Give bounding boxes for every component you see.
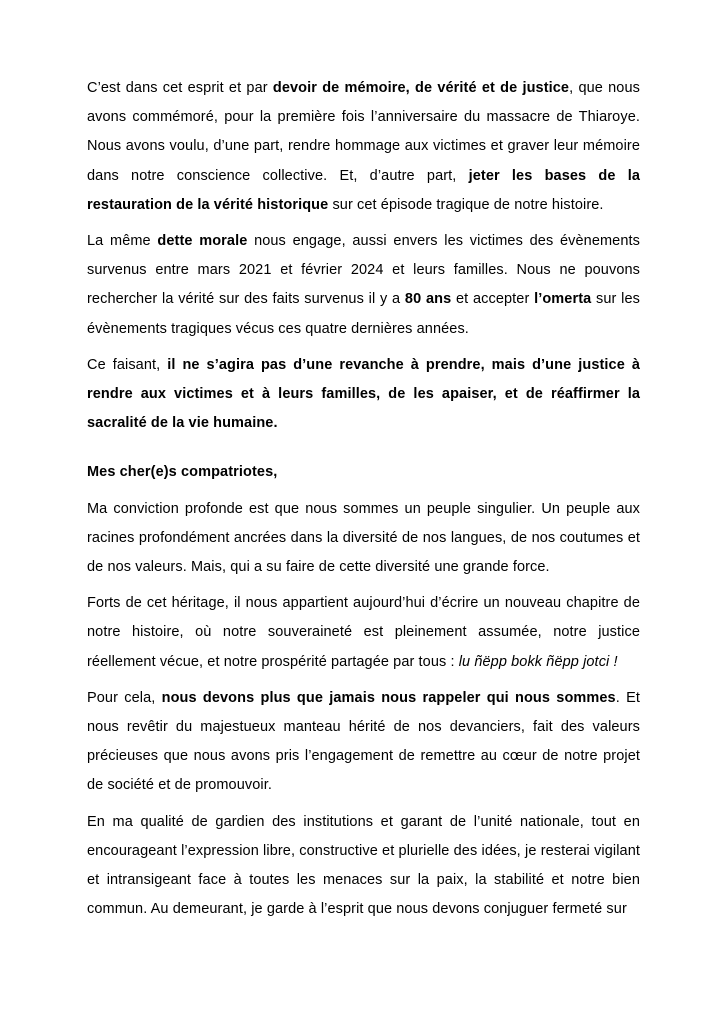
text-run-bold: dette morale	[157, 233, 248, 250]
text-run-regular: sur les évènements tragiques vécus ces quatre dernières années.	[87, 291, 640, 337]
text-run-regular: , que nous avons commémoré, pour la première fois l’anniversaire du massacre de Thiaroye. Nous avons voulu, d’une part, rendre hommage aux victimes et graver leur mémoire dans notre conscience collective. Et, d’autre part,	[87, 80, 640, 184]
text-run-regular: La même	[87, 233, 158, 250]
body-paragraph	[87, 589, 640, 677]
text-run-regular: nous engage, aussi envers les victimes des évènements survenus entre mars 2021 et février 2024 et leurs familles. Nous ne pouvons rechercher la vérité sur des faits survenus il y a	[87, 233, 640, 308]
body-paragraph	[87, 808, 640, 925]
salutation-heading	[87, 458, 640, 487]
body-paragraph	[87, 351, 640, 439]
text-run-regular: Forts de cet héritage, il nous appartient aujourd’hui d’écrire un nouveau chapitre de notre histoire, où notre souveraineté est pleinement assumée, notre justice réellement vécue, et notre prospérité partagée par tous :	[87, 595, 640, 670]
text-run-bold: 80 ans	[404, 291, 452, 308]
text-run-regular: Pour cela,	[87, 689, 162, 706]
text-run-bold: l’omerta	[534, 291, 592, 308]
text-run-regular: Ce faisant,	[87, 356, 168, 373]
text-run-bold: jeter les bases de la restauration de la vérité historique	[87, 167, 640, 213]
body-paragraph	[87, 227, 640, 344]
body-paragraph	[87, 684, 640, 801]
body-paragraph	[87, 74, 640, 220]
text-run-italic: lu ñëpp bokk ñëpp jotci !	[458, 653, 618, 670]
text-run-bold: Mes cher(e)s compatriotes,	[87, 464, 278, 481]
text-run-regular: Ma conviction profonde est que nous sommes un peuple singulier. Un peuple aux racines profondément ancrées dans la diversité de nos langues, de nos coutumes et de nos valeurs. Mais, qui a su faire de cette diversité une grande force.	[87, 500, 640, 576]
body-paragraph	[87, 495, 640, 583]
text-run-regular: sur cet épisode tragique de notre histoire.	[328, 196, 604, 213]
text-run-bold: il ne s’agira pas d’une revanche à prendre, mais d’une justice à rendre aux victimes et à leurs familles, de les apaiser, et de réaffirmer la sacralité de la vie humaine.	[87, 356, 640, 432]
text-run-regular: . Et nous revêtir du majestueux manteau hérité de nos devanciers, fait des valeurs précieuses que nous avons pris l’engagement de remettre au cœur de notre projet de société et de promouvoir.	[87, 689, 640, 794]
text-run-regular: et accepter	[451, 291, 535, 308]
text-run-regular: C’est dans cet esprit et par	[87, 80, 273, 96]
text-column	[87, 74, 640, 931]
text-run-bold: devoir de mémoire, de vérité et de justice	[272, 80, 570, 96]
text-run-bold: nous devons plus que jamais nous rappeler qui nous sommes	[161, 689, 616, 706]
text-run-regular: En ma qualité de gardien des institutions et garant de l’unité nationale, tout en encourageant l’expression libre, constructive et plurielle des idées, je resterai vigilant et intransigeant face à toutes les menaces sur la paix, la stabilité et notre bien commun. Au demeurant, je garde à l’esprit que nous devons conjuguer fermeté sur	[87, 813, 640, 918]
